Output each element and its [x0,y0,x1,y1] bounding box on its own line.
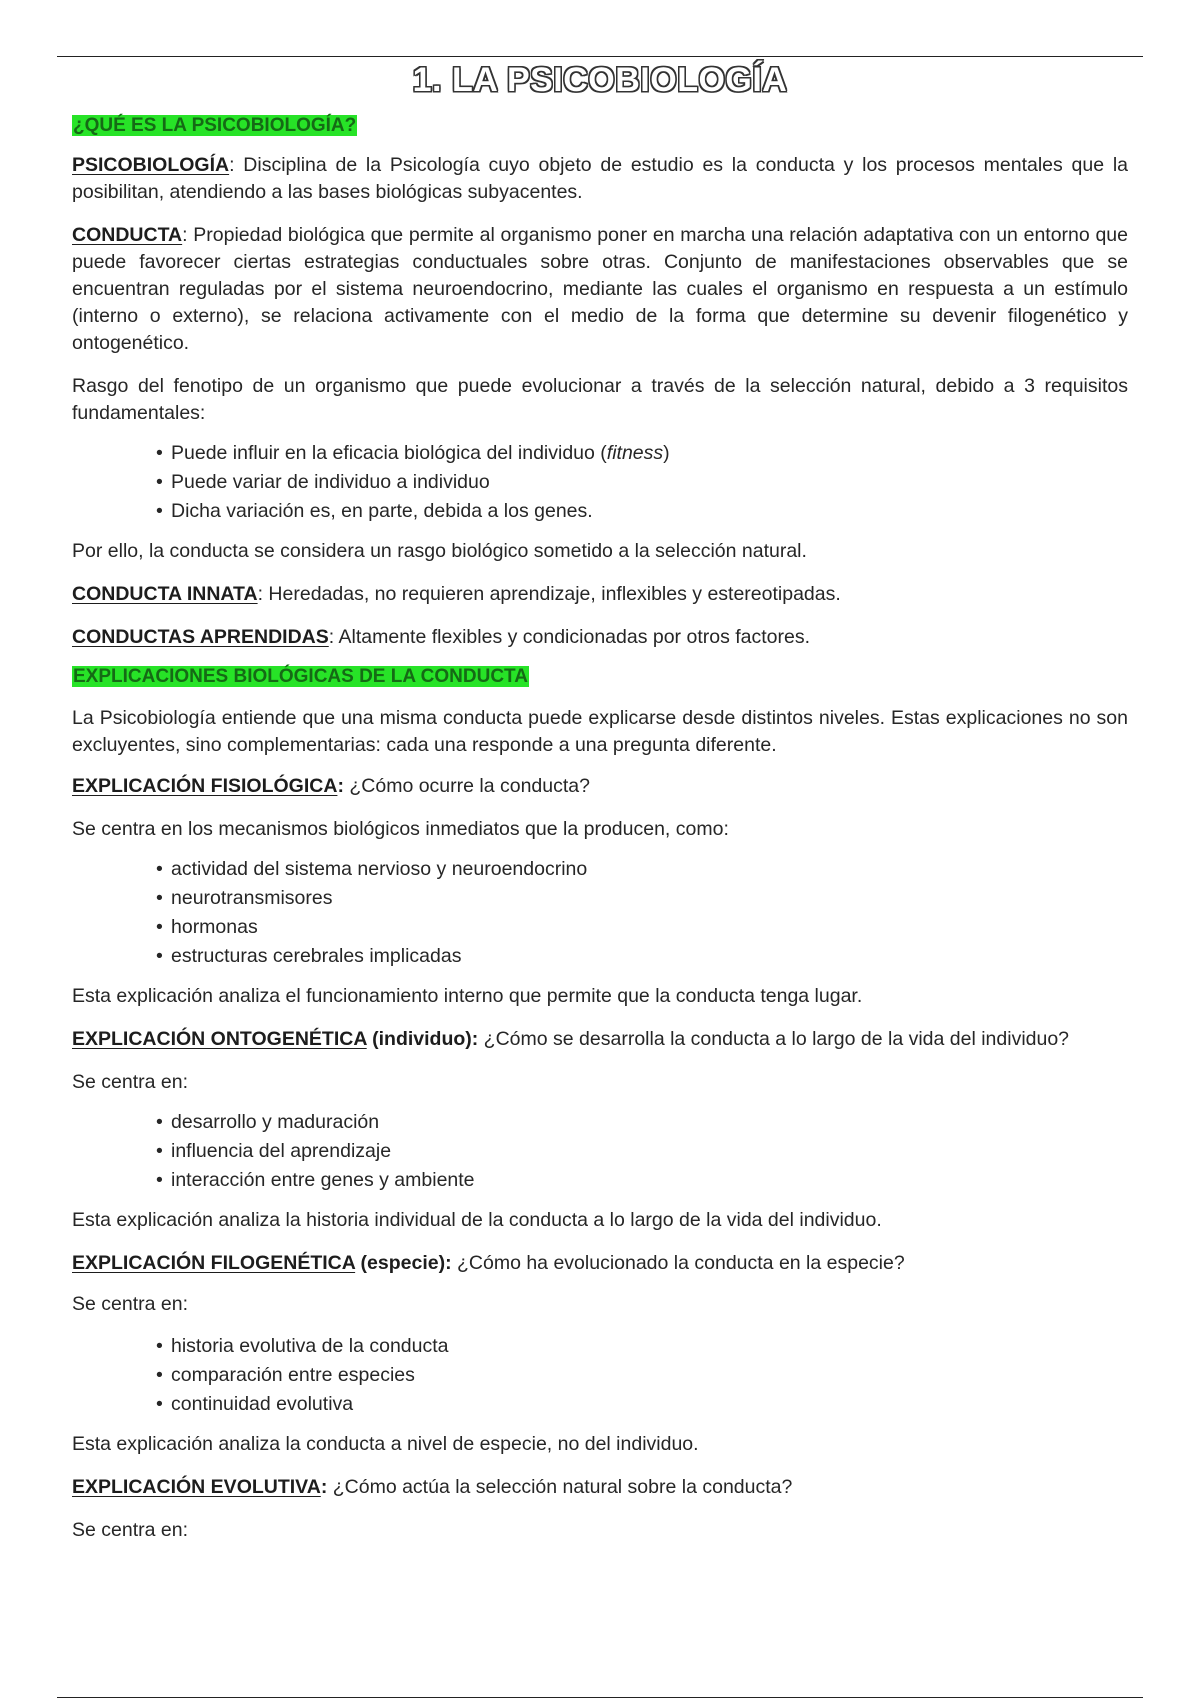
fisiologica-colon: : [337,775,344,797]
por-ello-paragraph: Por ello, la conducta se considera un rasgo biológico sometido a la selección natural. [72,540,807,562]
filogenetica-summary: Esta explicación analiza la conducta a nivel de especie, no del individuo. [72,1433,699,1455]
explicacion-ontogenetica-heading [72,1026,1128,1053]
term-evolutiva: EXPLICACIÓN EVOLUTIVA [72,1476,321,1498]
fisiologica-question: ¿Cómo ocurre la conducta? [343,775,590,797]
definition-conducta-innata [72,581,1128,608]
definition-conducta-innata-text: : Heredadas, no requieren aprendizaje, inflexibles y estereotipadas. [257,583,841,605]
definition-psicobiologia-text: : Disciplina de la Psicología cuyo objeto de estudio es la conducta y los procesos mentales que la posibilitan, atendiendo a las bases biológicas subyacentes. [72,154,1128,203]
bottom-rule [57,1697,1143,1698]
ontogenetica-summary: Esta explicación analiza la historia individual de la conducta a lo largo de la vida del individuo. [72,1209,882,1231]
list-item: • actividad del sistema nervioso y neuroendocrino [156,855,1128,884]
filogenetica-list [72,1332,1128,1419]
definition-psicobiologia [72,152,1128,206]
list-item: • Dicha variación es, en parte, debida a los genes. [156,497,1128,526]
ontogenetica-list [72,1108,1128,1195]
fitness-term: fitness [606,442,664,464]
filogenetica-question: ¿Cómo ha evolucionado la conducta en la especie? [451,1252,905,1274]
term-conducta: CONDUCTA [72,224,183,246]
list-item: • hormonas [156,913,1128,942]
term-conducta-innata: CONDUCTA INNATA [72,583,258,605]
definition-conducta-text: : Propiedad biológica que permite al organismo poner en marcha una relación adaptativa con un entorno que puede favorecer ciertas estrategias conductuales sobre otras. Conjunto de manifestaciones observables que se encuentran reguladas por el sistema neuroendocrino, mediante las cuales el organismo en respuesta a un estímulo (interno o externo), se relaciona activamente con el medio de la forma que determine su devenir filogenético y ontogenético. [72,224,1128,354]
section-heading-what-is-label: ¿QUÉ ES LA PSICOBIOLOGÍA? [73,115,357,136]
top-rule [57,56,1143,57]
term-ontogenetica: EXPLICACIÓN ONTOGENÉTICA [72,1028,367,1050]
list-item-close: ) [663,442,670,464]
explicacion-filogenetica-heading [72,1250,1128,1277]
list-item: • desarrollo y maduración [156,1108,1128,1137]
term-fisiologica: EXPLICACIÓN FISIOLÓGICA [72,775,338,797]
list-item: • neurotransmisores [156,884,1128,913]
section-heading-explicaciones [72,665,1128,689]
list-item: • estructuras cerebrales implicadas [156,942,1128,971]
fisiologica-list [72,855,1128,971]
filogenetica-lead: Se centra en: [72,1293,188,1315]
requisitos-list [72,439,1128,526]
list-item: • Puede variar de individuo a individuo [156,468,1128,497]
list-item [156,439,1128,468]
ontogenetica-lead: Se centra en: [72,1071,188,1093]
evolutiva-colon: : [320,1476,328,1498]
term-conductas-aprendidas: CONDUCTAS APRENDIDAS [72,626,329,648]
rasgo-paragraph: Rasgo del fenotipo de un organismo que puede evolucionar a través de la selección natural, debido a 3 requisitos fundamentales: [72,375,1128,424]
list-item: • continuidad evolutiva [156,1390,1128,1419]
list-item: • historia evolutiva de la conducta [156,1332,1128,1361]
explicaciones-intro: La Psicobiología entiende que una misma conducta puede explicarse desde distintos niveles. Estas explicaciones no son excluyentes, sino complementarias: cada una responde a una pregunta diferente. [72,707,1128,756]
fisiologica-lead: Se centra en los mecanismos biológicos inmediatos que la producen, como: [72,818,729,840]
list-item: • influencia del aprendizaje [156,1137,1128,1166]
page-title: 1. LA PSICOBIOLOGÍA [412,61,788,99]
ontogenetica-question: ¿Cómo se desarrolla la conducta a lo largo de la vida del individuo? [478,1028,1070,1050]
explicacion-fisiologica-heading [72,773,1128,800]
explicacion-evolutiva-heading [72,1474,1128,1501]
evolutiva-lead: Se centra en: [72,1519,188,1541]
document-content [72,58,1128,1544]
section-heading-explicaciones-label: EXPLICACIONES BIOLÓGICAS DE LA CONDUCTA [73,666,528,687]
filogenetica-qualifier: (especie): [355,1252,452,1274]
section-heading-what-is [72,114,1128,138]
term-filogenetica: EXPLICACIÓN FILOGENÉTICA [72,1252,356,1274]
list-item: • comparación entre especies [156,1361,1128,1390]
list-item: • interacción entre genes y ambiente [156,1166,1128,1195]
term-psicobiologia: PSICOBIOLOGÍA [72,154,230,176]
definition-conducta [72,222,1128,357]
list-item-text: Puede influir en la eficacia biológica del individuo ( [171,442,607,464]
definition-conductas-aprendidas-text: : Altamente flexibles y condicionadas por otros factores. [328,626,811,648]
definition-conductas-aprendidas [72,624,1128,651]
ontogenetica-qualifier: (individuo): [366,1028,479,1050]
fisiologica-summary: Esta explicación analiza el funcionamiento interno que permite que la conducta tenga lugar. [72,985,863,1007]
evolutiva-question: ¿Cómo actúa la selección natural sobre la conducta? [327,1476,793,1498]
